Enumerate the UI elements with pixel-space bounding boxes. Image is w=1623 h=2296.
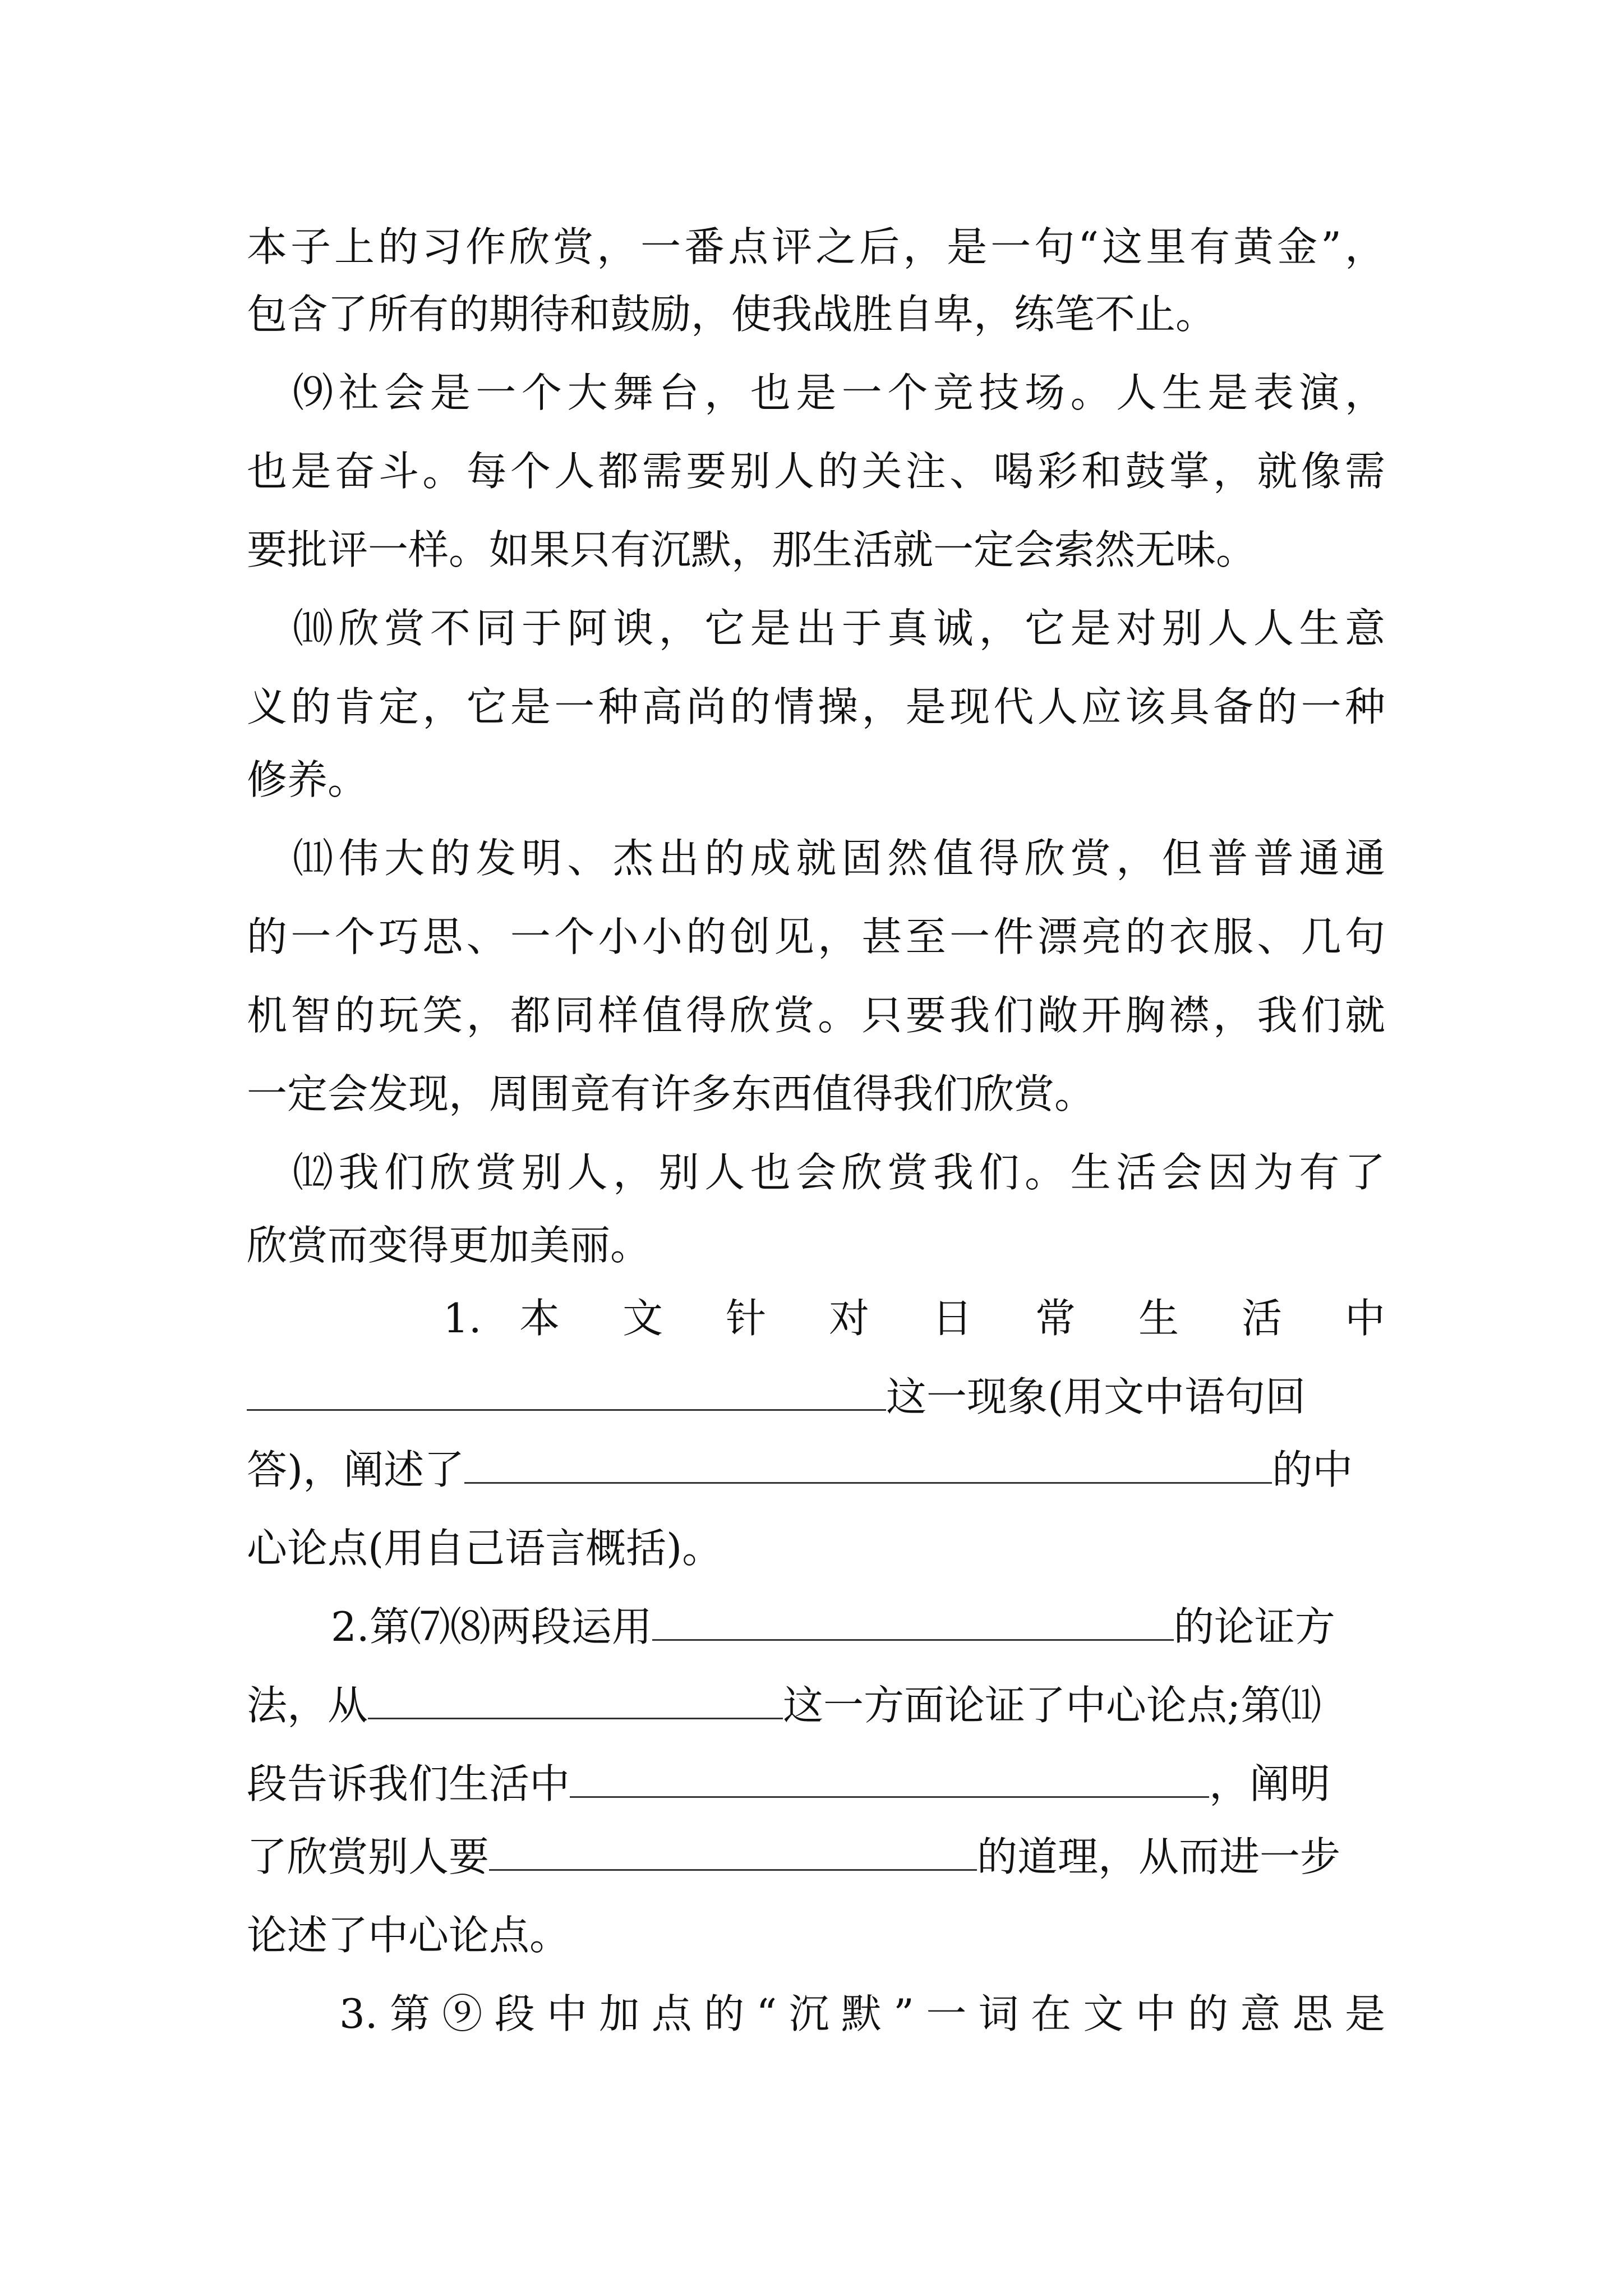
answer-blank[interactable] (464, 1447, 1272, 1484)
text-line: 包含了所有的期待和鼓励，使我战胜自卑，练笔不止。 (247, 291, 1216, 338)
question-2-line (247, 1829, 1385, 1885)
question-3-line: 3.第⑨段中加点的“沉默”一词在文中的意思是 (339, 1990, 1385, 2037)
question-2-text: 了欣赏别人要 (247, 1833, 490, 1880)
answer-blank[interactable] (368, 1683, 783, 1719)
question-2-text: ，阐明 (1209, 1760, 1331, 1807)
question-2-line: 论述了中心论点。 (247, 1912, 570, 1959)
question-1-line (443, 1290, 1385, 1346)
paragraph-11-line: 机智的玩笑，都同样值得欣赏。只要我们敞开胸襟，我们就 (247, 992, 1385, 1039)
paragraph-9-line: 要批评一样。如果只有沉默，那生活就一定会索然无味。 (247, 526, 1257, 573)
question-2-text: 这一方面论证了中心论点;第⑾ (783, 1682, 1322, 1729)
paragraph-11-line: ⑾伟大的发明、杰出的成就固然值得欣赏，但普普通通 (293, 835, 1385, 882)
paragraph-10-line: 义的肯定，它是一种高尚的情操，是现代人应该具备的一种 (247, 683, 1385, 730)
answer-blank[interactable] (652, 1604, 1174, 1641)
question-1-text: 1. 本 文 针 对 日 常 生 活 中 (443, 1295, 1385, 1342)
answer-blank[interactable] (489, 1834, 977, 1871)
question-2-line (247, 1756, 1385, 1812)
question-1-text: 的中 (1272, 1446, 1353, 1493)
question-2-line (247, 1677, 1385, 1733)
question-1-text: 答)，阐述了 (247, 1446, 465, 1493)
question-2-text: 段告诉我们生活中 (247, 1760, 570, 1807)
paragraph-9-line: ⑼社会是一个大舞台，也是一个竞技场。人生是表演， (293, 369, 1385, 416)
text-line: 本子上的习作欣赏，一番点评之后，是一句“这里有黄金”， (247, 223, 1385, 270)
question-1-text: 这一现象(用文中语句回 (886, 1373, 1306, 1420)
paragraph-10-line: ⑽欣赏不同于阿谀，它是出于真诚，它是对别人人生意 (293, 605, 1385, 652)
question-2-text: 法，从 (247, 1682, 368, 1729)
question-2-text: 2.第⑺⑻两段运用 (331, 1603, 652, 1650)
paragraph-12-line: 欣赏而变得更加美丽。 (247, 1222, 651, 1269)
paragraph-11-line: 一定会发现，周围竟有许多东西值得我们欣赏。 (247, 1070, 1095, 1117)
question-2-line (331, 1599, 1385, 1655)
question-1-line (247, 1369, 1385, 1425)
paragraph-10-line: 修养。 (247, 756, 368, 803)
paragraph-11-line: 的一个巧思、一个小小的创见，甚至一件漂亮的衣服、几句 (247, 913, 1385, 960)
question-1-line (247, 1442, 1385, 1498)
question-2-text: 的论证方 (1173, 1603, 1335, 1650)
answer-blank[interactable] (570, 1761, 1209, 1798)
question-2-text: 的道理，从而进一步 (977, 1833, 1341, 1880)
paragraph-9-line: 也是奋斗。每个人都需要别人的关注、喝彩和鼓掌，就像需 (247, 448, 1385, 495)
question-1-line: 心论点(用自己语言概括)。 (247, 1525, 723, 1572)
paragraph-12-line: ⑿我们欣赏别人，别人也会欣赏我们。生活会因为有了 (293, 1149, 1385, 1196)
answer-blank[interactable] (247, 1374, 886, 1411)
